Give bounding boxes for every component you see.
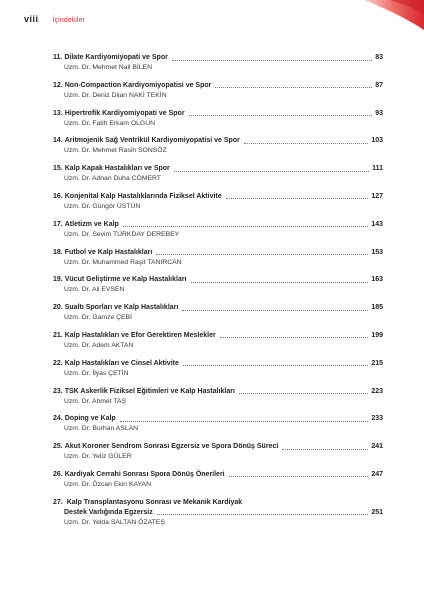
dot-leader <box>157 514 369 515</box>
chapter-title: Aritmojenik Sağ Ventrikül Kardiyomiyopatisi ve Spor <box>64 137 240 145</box>
dot-leader <box>215 87 372 88</box>
dot-leader <box>239 393 368 394</box>
chapter-title: Atletizm ve Kalp <box>64 220 119 228</box>
toc-entry[interactable] <box>53 220 383 240</box>
chapter-title-line2: Destek Varlığında Egzersiz <box>64 508 153 516</box>
chapter-title: Kalp Hastalıkları ve Efor Gerektiren Meslekler <box>64 331 216 339</box>
chapter-number: 18. <box>53 248 63 256</box>
toc-entry-heading <box>53 53 383 63</box>
page-reference: 143 <box>371 220 383 228</box>
toc-entry-heading <box>53 359 383 369</box>
toc-entry-heading <box>53 275 383 285</box>
chapter-author: Uzm. Dr. Mehmet Rasih SONSÖZ <box>64 147 167 155</box>
chapter-title: Hipertrofik Kardiyomiyopati ve Spor <box>64 109 185 117</box>
chapter-title: TSK Askerlik Fiziksel Eğitimleri ve Kalp Hastalıkları <box>64 387 235 395</box>
chapter-author: Uzm. Dr. Adnan Duha CÖMERT <box>64 175 161 183</box>
dot-leader <box>229 476 369 477</box>
page-reference: 163 <box>371 276 383 284</box>
dot-leader <box>156 254 368 255</box>
chapter-number: 25. <box>53 443 63 451</box>
page-reference: 199 <box>371 331 383 339</box>
toc-entry-heading <box>53 442 383 452</box>
page-reference: 111 <box>372 165 383 173</box>
chapter-title-line1: Kalp Transplantasyonu Sonrası ve Mekanik Kardiyak <box>66 498 243 506</box>
chapter-title: Kalp Hastalıkları ve Cinsel Aktivite <box>64 359 179 367</box>
toc-entry-heading <box>53 136 383 146</box>
toc-entry-heading <box>53 81 383 91</box>
toc-entry[interactable] <box>53 303 383 323</box>
toc-entry-heading <box>53 220 383 230</box>
page-reference: 127 <box>371 192 383 200</box>
page-reference: 93 <box>375 109 383 117</box>
dot-leader <box>226 198 369 199</box>
toc-entry-heading <box>53 414 383 424</box>
chapter-author: Uzm. Dr. Ahmet TAŞ <box>64 397 127 405</box>
toc-entry-heading <box>53 109 383 119</box>
toc-entry-heading <box>53 331 383 341</box>
chapter-title: Doping ve Kalp <box>64 415 116 423</box>
chapter-author: Uzm. Dr. Burhan ASLAN <box>64 425 139 433</box>
chapter-number: 27. <box>53 498 63 506</box>
toc-entry[interactable] <box>53 275 383 295</box>
toc-entry[interactable] <box>53 387 383 407</box>
dot-leader <box>182 310 368 311</box>
dot-leader <box>174 171 369 172</box>
page-reference: 247 <box>371 470 383 478</box>
chapter-title: Sualtı Sporları ve Kalp Hastalıkları <box>64 304 179 312</box>
page-reference: 215 <box>371 359 383 367</box>
page-reference: 87 <box>375 81 383 89</box>
toc-entry-heading <box>53 192 383 202</box>
chapter-author: Uzm. Dr. Fatih Erkam OLGUN <box>64 119 156 127</box>
chapter-number: 12. <box>53 81 63 89</box>
chapter-author: Uzm. Dr. Sevim TÜRKDAY DEREBEY <box>64 230 180 238</box>
toc-entry[interactable] <box>53 414 383 434</box>
dot-leader <box>120 421 369 422</box>
chapter-number: 15. <box>53 165 63 173</box>
toc-entry[interactable] <box>53 331 383 351</box>
chapter-author: Uzm. Dr. Özcan Ekin KAYAN <box>64 480 151 488</box>
page-reference: 153 <box>371 248 383 256</box>
chapter-author: Uzm. Dr. Ali EVSEN <box>64 286 125 294</box>
chapter-author: Uzm. Dr. Mehmet Nail BİLEN <box>64 64 153 71</box>
chapter-title: Non-Compaction Kardiyomiyopatisi ve Spor <box>64 81 212 89</box>
dot-leader <box>189 115 373 116</box>
chapter-author: Uzm. Dr. Muhammed Raşit TANIRCAN <box>64 258 182 266</box>
page-reference: 251 <box>371 508 383 516</box>
page-number: viii <box>24 14 39 24</box>
chapter-number: 24. <box>53 415 63 423</box>
toc-entry[interactable] <box>53 498 383 528</box>
chapter-number: 23. <box>53 387 63 395</box>
page-reference: 223 <box>371 387 383 395</box>
toc-entry-heading <box>53 470 383 480</box>
table-of-contents <box>53 53 383 536</box>
chapter-author: Uzm. Dr. Yelda SALTAN ÖZATEŞ <box>64 518 165 526</box>
chapter-number: 22. <box>53 359 63 367</box>
chapter-number: 21. <box>53 331 63 339</box>
chapter-title: Kalp Kapak Hastalıkları ve Spor <box>64 165 170 173</box>
chapter-number: 14. <box>53 137 63 145</box>
toc-entry-heading <box>53 164 383 174</box>
dot-leader <box>183 365 368 366</box>
toc-entry-heading <box>53 498 383 508</box>
chapter-author: Uzm. Dr. Adem AKTAN <box>64 341 134 349</box>
chapter-title: Dilate Kardiyomiyopati ve Spor <box>64 54 168 61</box>
chapter-number: 13. <box>53 109 63 117</box>
toc-entry[interactable] <box>53 359 383 379</box>
dot-leader <box>220 337 369 338</box>
chapter-author: Uzm. Dr. Deniz Dilan NAKİ TEKİN <box>64 91 167 99</box>
page-reference: 185 <box>371 304 383 312</box>
chapter-author: Uzm. Dr. Yeliz GÜLER <box>64 453 132 461</box>
toc-entry[interactable] <box>53 164 383 184</box>
dot-leader <box>191 282 369 283</box>
toc-entry[interactable] <box>53 81 383 101</box>
toc-entry[interactable] <box>53 192 383 212</box>
chapter-title: Konjenital Kalp Hastalıklarında Fiziksel Aktivite <box>64 192 222 200</box>
section-title: İçindekiler <box>52 15 85 24</box>
dot-leader <box>282 449 368 450</box>
chapter-title: Vücut Geliştirme ve Kalp Hastalıkları <box>64 276 187 284</box>
chapter-number: 16. <box>53 192 63 200</box>
dot-leader <box>123 226 369 227</box>
toc-entry[interactable] <box>53 53 383 73</box>
chapter-title: Futbol ve Kalp Hastalıkları <box>64 248 153 256</box>
page-reference: 233 <box>371 415 383 423</box>
corner-decoration <box>360 0 424 42</box>
toc-entry-heading <box>53 248 383 258</box>
toc-entry-heading <box>53 387 383 397</box>
chapter-author: Uzm. Dr. İlyas ÇETİN <box>64 369 129 377</box>
chapter-title: Akut Koroner Sendrom Sonrası Egzersiz ve Spora Dönüş Süreci <box>64 443 279 451</box>
chapter-number: 17. <box>53 220 63 228</box>
toc-entry-heading <box>53 303 383 313</box>
page-header <box>24 14 85 28</box>
toc-entry[interactable] <box>53 248 383 268</box>
toc-entry[interactable] <box>53 470 383 490</box>
chapter-author: Uzm. Dr. Gamze ÇEBİ <box>64 314 132 322</box>
chapter-author: Uzm. Dr. Güngör ÜSTÜN <box>64 202 141 210</box>
chapter-number: 11. <box>53 54 63 61</box>
dot-leader <box>172 60 372 61</box>
toc-entry[interactable] <box>53 442 383 462</box>
toc-entry[interactable] <box>53 109 383 129</box>
chapter-number: 20. <box>53 304 63 312</box>
page-reference: 241 <box>371 443 383 451</box>
page-reference: 83 <box>375 54 383 61</box>
page-reference: 103 <box>371 137 383 145</box>
chapter-title: Kardiyak Cerrahi Sonrası Spora Dönüş Önerileri <box>64 470 225 478</box>
toc-entry[interactable] <box>53 136 383 156</box>
toc-entry-heading-continued <box>53 508 383 518</box>
chapter-number: 19. <box>53 276 63 284</box>
dot-leader <box>244 143 369 144</box>
chapter-number: 26. <box>53 470 63 478</box>
